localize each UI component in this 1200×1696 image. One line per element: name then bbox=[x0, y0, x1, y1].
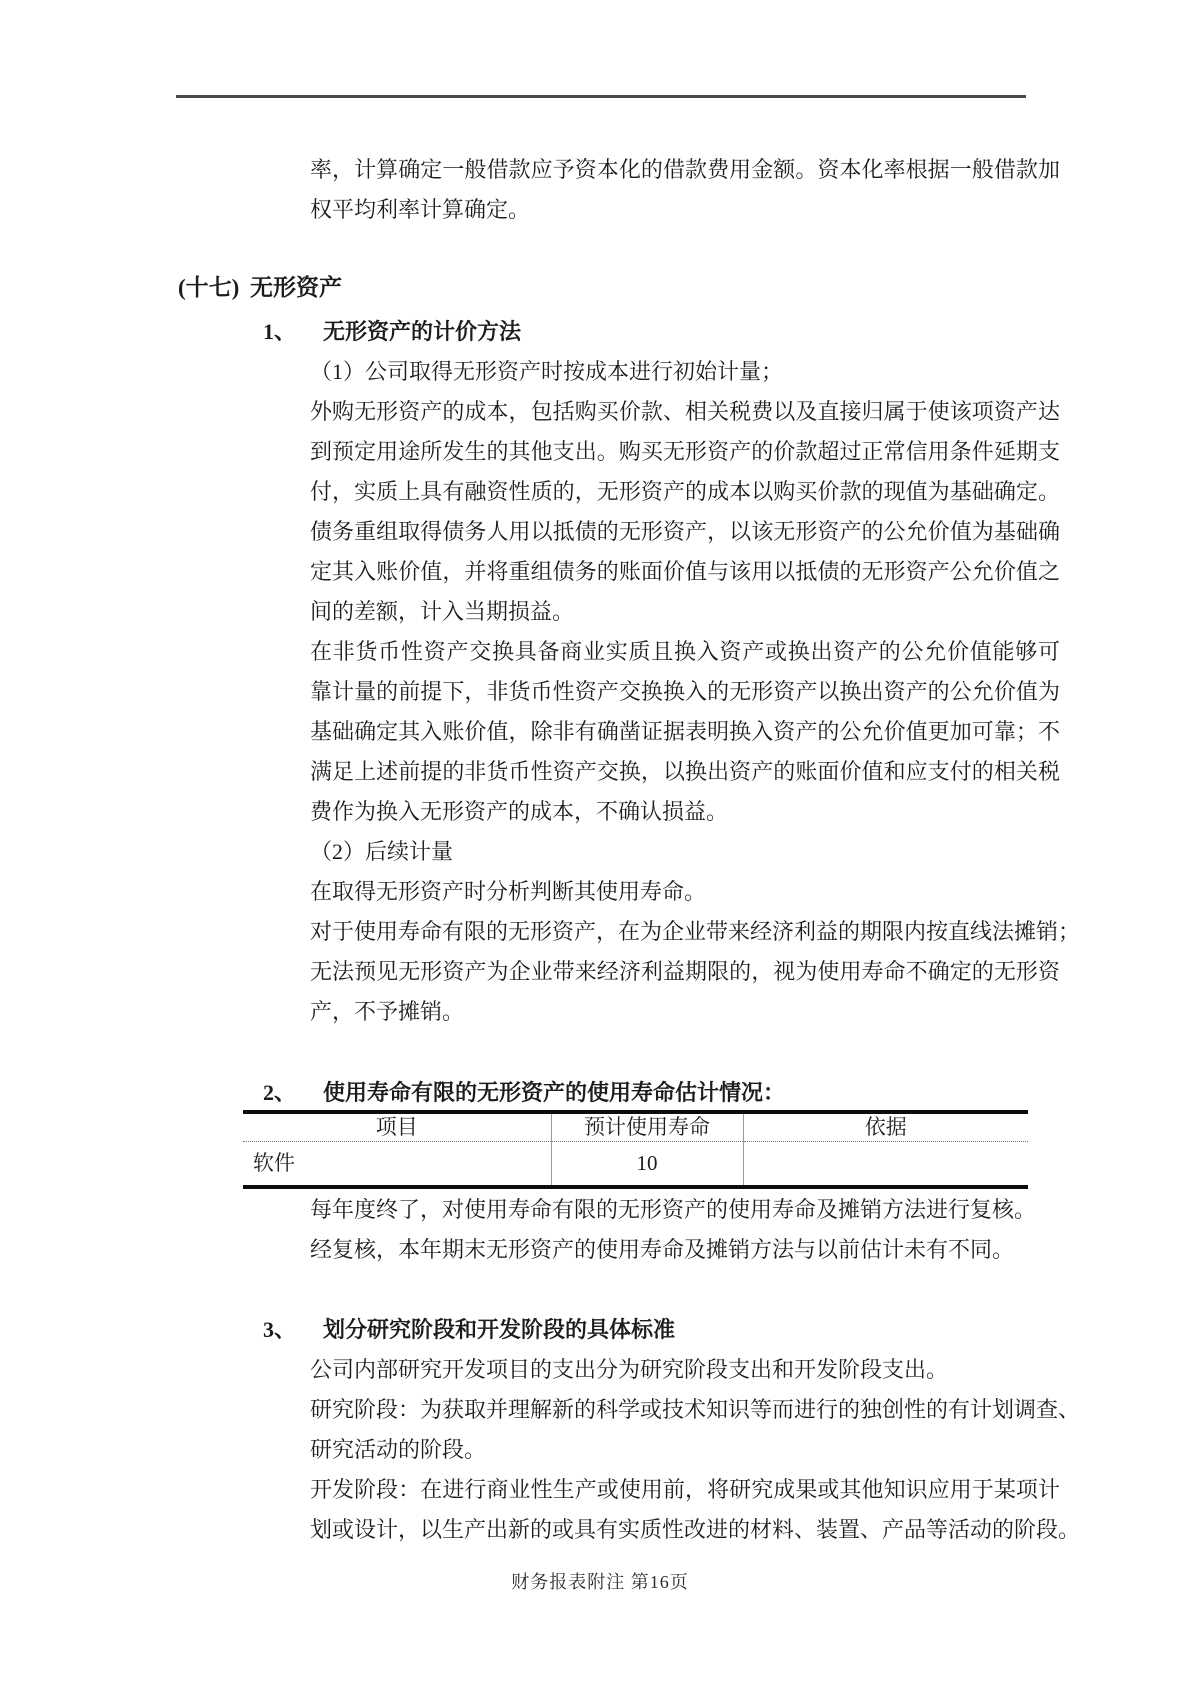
paragraph-amortization bbox=[310, 912, 1081, 1032]
text-line: 定其入账价值，并将重组债务的账面价值与该用以抵债的无形资产公允价值之 bbox=[310, 559, 1060, 584]
text-line: 每年度终了，对使用寿命有限的无形资产的使用寿命及摊销方法进行复核。 bbox=[310, 1197, 1037, 1222]
text-line: 无法预见无形资产为企业带来经济利益期限的，视为使用寿命不确定的无形资 bbox=[310, 959, 1060, 984]
section-title: 无形资产 bbox=[250, 275, 342, 300]
text-line: 到预定用途所发生的其他支出。购买无形资产的价款超过正常信用条件延期支 bbox=[310, 439, 1060, 464]
useful-life-table bbox=[243, 1110, 1028, 1189]
paragraph-initial-measurement bbox=[310, 352, 1060, 392]
text-line: 研究阶段：为获取并理解新的科学或技术知识等而进行的独创性的有计划调查、 bbox=[310, 1397, 1081, 1422]
subsection-number: 2、 bbox=[263, 1080, 297, 1105]
text-line: 开发阶段：在进行商业性生产或使用前，将研究成果或其他知识应用于某项计 bbox=[310, 1477, 1060, 1502]
paragraph-subsequent-measurement bbox=[310, 832, 1060, 872]
paragraph-development-stage bbox=[310, 1470, 1081, 1550]
paragraph-review-result bbox=[310, 1230, 1060, 1270]
text-line: （1）公司取得无形资产时按成本进行初始计量； bbox=[310, 359, 784, 384]
text-line: 外购无形资产的成本，包括购买价款、相关税费以及直接归属于使该项资产达 bbox=[310, 399, 1060, 424]
subsection-heading-2-useful-life-estimate bbox=[263, 1073, 785, 1113]
paragraph-annual-review bbox=[310, 1190, 1060, 1230]
table-body bbox=[243, 1142, 1028, 1188]
text-line: 付，实质上具有融资性质的，无形资产的成本以购买价款的现值为基础确定。 bbox=[310, 479, 1060, 504]
subsection-number: 1、 bbox=[263, 319, 297, 344]
table-header-row bbox=[243, 1112, 1028, 1142]
column-header: 项目 bbox=[243, 1112, 551, 1142]
text-line: 研究活动的阶段。 bbox=[310, 1437, 487, 1462]
text-line: （2）后续计量 bbox=[310, 839, 454, 864]
page-footer: 财务报表附注 第16页 bbox=[511, 1572, 689, 1592]
text-line: 靠计量的前提下，非货币性资产交换换入的无形资产以换出资产的公允价值为 bbox=[310, 679, 1060, 704]
header-divider-line bbox=[176, 95, 1026, 98]
section-heading-17-intangible-assets bbox=[178, 268, 342, 308]
column-header: 依据 bbox=[743, 1112, 1028, 1142]
table-row bbox=[243, 1142, 1028, 1188]
paragraph-capitalization-rate bbox=[310, 150, 1060, 230]
subsection-title: 使用寿命有限的无形资产的使用寿命估计情况： bbox=[323, 1080, 786, 1105]
text-line: 满足上述前提的非货币性资产交换，以换出资产的账面价值和应支付的相关税 bbox=[310, 759, 1060, 784]
subsection-heading-3-research-development-criteria bbox=[263, 1310, 675, 1350]
text-line: 经复核，本年期末无形资产的使用寿命及摊销方法与以前估计未有不同。 bbox=[310, 1237, 1015, 1262]
subsection-heading-1-valuation-method bbox=[263, 312, 521, 352]
column-header: 预计使用寿命 bbox=[551, 1112, 743, 1142]
text-line: 债务重组取得债务人用以抵债的无形资产，以该无形资产的公允价值为基础确 bbox=[310, 519, 1060, 544]
text-line: 间的差额，计入当期损益。 bbox=[310, 599, 575, 624]
paragraph-rd-expenditure bbox=[310, 1350, 1060, 1390]
subsection-number: 3、 bbox=[263, 1317, 297, 1342]
table-cell bbox=[743, 1142, 1028, 1188]
text-line: 划或设计，以生产出新的或具有实质性改进的材料、装置、产品等活动的阶段。 bbox=[310, 1517, 1081, 1542]
section-number: (十七) bbox=[178, 275, 240, 300]
text-line: 在取得无形资产时分析判断其使用寿命。 bbox=[310, 879, 707, 904]
subsection-title: 划分研究阶段和开发阶段的具体标准 bbox=[323, 1317, 676, 1342]
text-line: 费作为换入无形资产的成本，不确认损益。 bbox=[310, 799, 729, 824]
table-cell: 软件 bbox=[253, 1151, 295, 1175]
subsection-title: 无形资产的计价方法 bbox=[323, 319, 522, 344]
text-line: 在非货币性资产交换具备商业实质且换入资产或换出资产的公允价值能够可 bbox=[310, 639, 1060, 664]
paragraph-purchased-cost bbox=[310, 392, 1060, 632]
table-cell: 10 bbox=[551, 1142, 743, 1188]
paragraph-nonmonetary-exchange bbox=[310, 632, 1060, 832]
text-line: 产，不予摊销。 bbox=[310, 999, 465, 1024]
text-line: 对于使用寿命有限的无形资产，在为企业带来经济利益的期限内按直线法摊销； bbox=[310, 919, 1081, 944]
paragraph-research-stage bbox=[310, 1390, 1081, 1470]
table-row bbox=[243, 1112, 1028, 1142]
text-line: 基础确定其入账价值，除非有确凿证据表明换入资产的公允价值更加可靠；不 bbox=[310, 719, 1060, 744]
text-line: 公司内部研究开发项目的支出分为研究阶段支出和开发阶段支出。 bbox=[310, 1357, 949, 1382]
paragraph-useful-life-analysis bbox=[310, 872, 1060, 912]
text-line: 权平均利率计算确定。 bbox=[310, 197, 531, 222]
text-line: 率，计算确定一般借款应予资本化的借款费用金额。资本化率根据一般借款加 bbox=[310, 157, 1060, 182]
